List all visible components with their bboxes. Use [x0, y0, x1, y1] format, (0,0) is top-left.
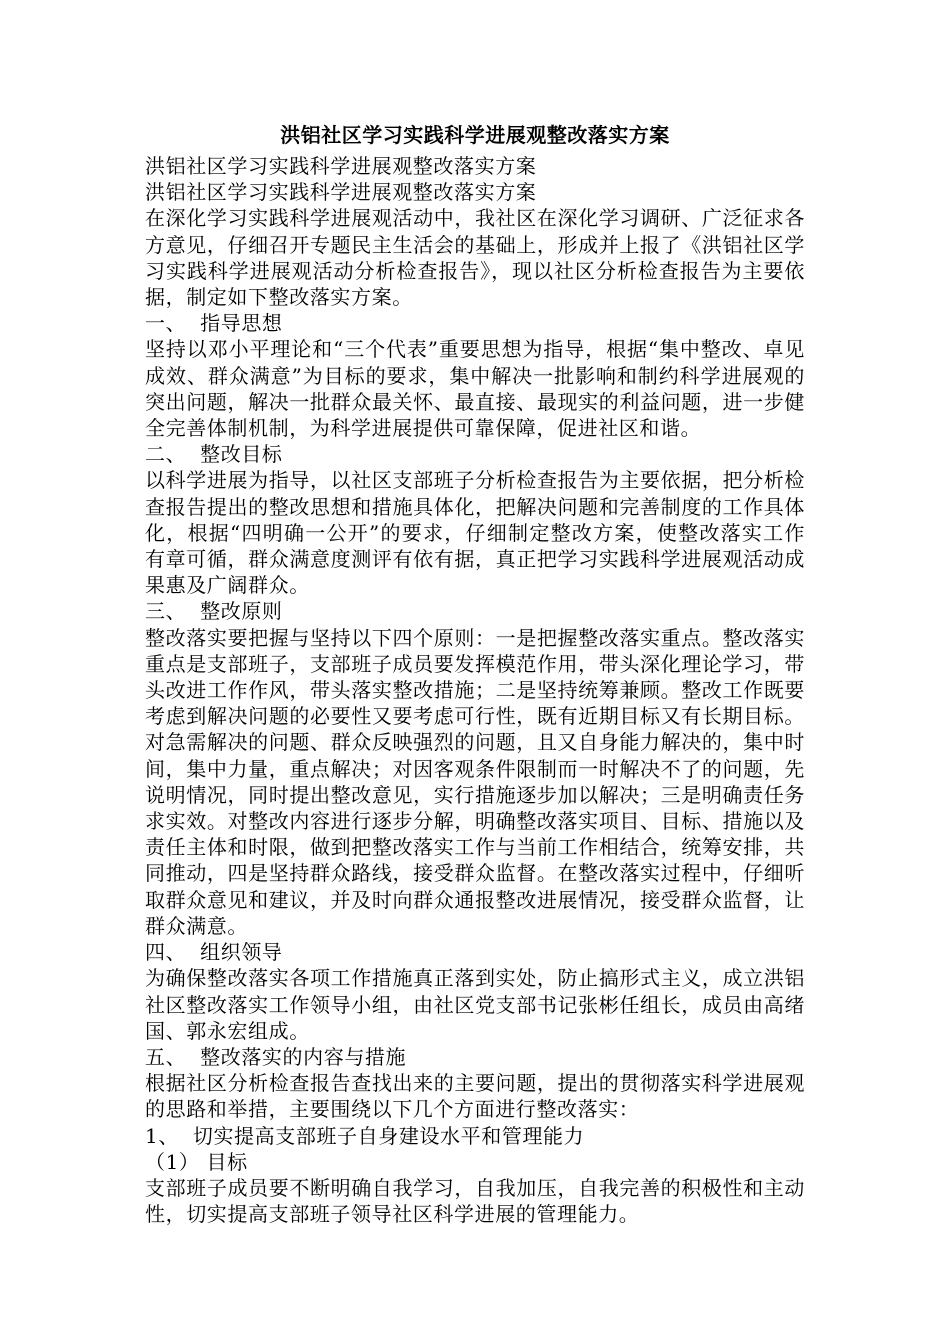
document-page	[145, 117, 805, 1227]
section-paragraph: 坚持以邓小平理论和“三个代表”重要思想为指导，根据“集中整改、卓见成效、群众满意”为目标的要求，集中解决一批影响和制约科学进展观的突出问题，解决一批群众最关怀、最直接、最现实的利益问题，进一步健全完善体制机制，为科学进展提供可靠保障，促进社区和谐。	[145, 337, 805, 441]
section-heading: 五、 整改落实的内容与措施	[145, 1044, 407, 1069]
section-paragraph: 为确保整改落实各项工作措施真正落到实处，防止搞形式主义，成立洪铝社区整改落实工作领导小组，由社区党支部书记张彬任组长，成员由高绪国、郭永宏组成。	[145, 966, 805, 1043]
section-heading: 一、 指导思想	[145, 311, 283, 336]
sub-item-heading: （1） 目标	[145, 1149, 248, 1174]
section-paragraph: 以科学进展为指导，以社区支部班子分析检查报告为主要依据，把分析检查报告提出的整改思想和措施具体化，把解决问题和完善制度的工作具体化，根据“四明确一公开”的要求，仔细制定整改方案，使整改落实工作有章可循，群众满意度测评有依有据，真正把学习实践科学进展观活动成果惠及广阔群众。	[145, 468, 805, 598]
section-heading: 二、 整改目标	[145, 442, 283, 467]
document-title: 洪铝社区学习实践科学进展观整改落实方案	[280, 123, 670, 147]
intro-paragraph: 在深化学习实践科学进展观活动中，我社区在深化学习调研、广泛征求各方意见，仔细召开专题民主生活会的基础上，形成并上报了《洪铝社区学习实践科学进展观活动分析检查报告》，现以社区分析检查报告为主要依据，制定如下整改落实方案。	[145, 206, 805, 310]
section-heading: 三、 整改原则	[145, 599, 283, 624]
sub-item-paragraph: 支部班子成员要不断明确自我学习，自我加压，自我完善的积极性和主动性，切实提高支部班子领导社区科学进展的管理能力。	[145, 1175, 805, 1227]
document-subtitle: 洪铝社区学习实践科学进展观整改落实方案	[145, 154, 537, 178]
item-heading: 1、 切实提高支部班子自身建设水平和管理能力	[145, 1123, 585, 1148]
section-heading: 四、 组织领导	[145, 940, 283, 965]
section-paragraph: 根据社区分析检查报告查找出来的主要问题，提出的贯彻落实科学进展观的思路和举措，主要围绕以下几个方面进行整改落实：	[145, 1071, 805, 1122]
section-paragraph: 整改落实要把握与坚持以下四个原则：一是把握整改落实重点。整改落实重点是支部班子，支部班子成员要发挥模范作用，带头深化理论学习，带头改进工作作风，带头落实整改措施；二是坚持统筹兼顾。整改工作既要考虑到解决问题的必要性又要考虑可行性，既有近期目标又有长期目标。对急需解决的问题、群众反映强烈的问题，且又自身能力解决的，集中时间，集中力量，重点解决；对因客观条件限制而一时解决不了的问题，先说明情况，同时提出整改意见，实行措施逐步加以解决；三是明确责任务求实效。对整改内容进行逐步分解，明确整改落实项目、目标、措施以及责任主体和时限，做到把整改落实工作与当前工作相结合，统筹安排，共同推动，四是坚持群众路线，接受群众监督。在整改落实过程中，仔细听取群众意见和建议，并及时向群众通报整改进展情况，接受群众监督，让群众满意。	[145, 625, 805, 938]
document-subtitle: 洪铝社区学习实践科学进展观整改落实方案	[145, 180, 537, 205]
